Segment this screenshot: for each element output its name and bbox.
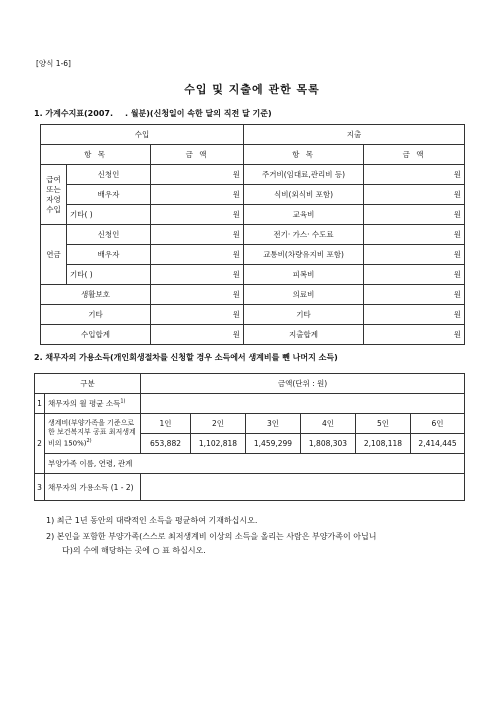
- amount-header: 금액(단위 : 원): [141, 374, 465, 394]
- row-number: 3: [35, 474, 45, 501]
- income-amount[interactable]: 원: [151, 245, 244, 265]
- income-amount[interactable]: 원: [151, 225, 244, 245]
- income-item: 기타( ): [67, 265, 151, 285]
- living-cost-amount: 1,102,818: [191, 434, 246, 454]
- income-amount[interactable]: 원: [151, 185, 244, 205]
- expense-item-header: 항 목: [244, 145, 364, 165]
- expense-amount[interactable]: 원: [364, 245, 465, 265]
- expense-amount[interactable]: 원: [364, 305, 465, 325]
- income-total-amount[interactable]: 원: [151, 325, 244, 345]
- living-cost-amount: 1,459,299: [246, 434, 301, 454]
- row-number: 2: [35, 414, 45, 474]
- expense-amount[interactable]: 원: [364, 225, 465, 245]
- disposable-income-table: [34, 373, 465, 501]
- disposable-income-label: 채무자의 가용소득 (1 - 2): [45, 474, 141, 501]
- section1-heading: 1. 가계수지표(2007. . 월분)(신청일이 속한 달의 직전 달 기준): [34, 109, 272, 118]
- income-item: 신청인: [67, 225, 151, 245]
- income-item-header: 항 목: [41, 145, 151, 165]
- person-count[interactable]: 1인: [141, 414, 191, 434]
- section2-heading: 2. 채무자의 가용소득(개인회생절차를 신청할 경우 소득에서 생계비를 뺀 나머지 소득): [34, 353, 338, 362]
- note-2-continued: 다)의 수에 해당하는 곳에 ○ 표 하십시오.: [62, 546, 206, 555]
- expense-item: 식비(외식비 포함): [244, 185, 364, 205]
- group-pension: 연금: [41, 225, 67, 285]
- living-cost-amount: 653,882: [141, 434, 191, 454]
- living-cost-amount: 2,414,445: [411, 434, 465, 454]
- expense-total-label: 지출합계: [244, 325, 364, 345]
- row-number: 1: [35, 394, 45, 414]
- expense-item: 의료비: [244, 285, 364, 305]
- note-2: 2) 본인을 포함한 부양가족(스스로 최저생계비 이상의 소득을 올리는 사람은 부양가족이 아닙니: [46, 532, 377, 541]
- form-label: [양식 1-6]: [36, 59, 71, 68]
- person-count[interactable]: 4인: [301, 414, 356, 434]
- expense-amount[interactable]: 원: [364, 185, 465, 205]
- income-item: 신청인: [67, 165, 151, 185]
- income-item: 기타: [41, 305, 151, 325]
- living-cost-amount: 2,108,118: [356, 434, 411, 454]
- income-item: 생활보호: [41, 285, 151, 305]
- living-cost-label: 생계비(부양가족을 기준으로 한 보건복지부 공표 최저생계비의 150%)$^{2)}$: [45, 414, 141, 454]
- dependents-field[interactable]: 부양가족 이름, 연령, 관계: [45, 454, 465, 474]
- disposable-income-value[interactable]: [141, 474, 465, 501]
- living-cost-amount: 1,808,303: [301, 434, 356, 454]
- expense-item: 교통비(차량유지비 포함): [244, 245, 364, 265]
- income-amount[interactable]: 원: [151, 305, 244, 325]
- person-count[interactable]: 6인: [411, 414, 465, 434]
- income-item: 기타( ): [67, 205, 151, 225]
- expense-amount-header: 금 액: [364, 145, 465, 165]
- note-1: 1) 최근 1년 동안의 대략적인 소득을 평균하여 기재하십시오.: [46, 516, 258, 525]
- person-count[interactable]: 2인: [191, 414, 246, 434]
- expense-amount[interactable]: 원: [364, 205, 465, 225]
- income-header: 수입: [41, 125, 244, 145]
- household-budget-table: [40, 124, 465, 345]
- income-amount-header: 금 액: [151, 145, 244, 165]
- income-amount[interactable]: 원: [151, 165, 244, 185]
- income-item: 배우자: [67, 185, 151, 205]
- expense-header: 지출: [244, 125, 465, 145]
- income-amount[interactable]: 원: [151, 205, 244, 225]
- expense-amount[interactable]: 원: [364, 165, 465, 185]
- expense-item: 피복비: [244, 265, 364, 285]
- group-salary: 급여 또는 자영 수입: [41, 165, 67, 225]
- monthly-income-value[interactable]: [141, 394, 465, 414]
- expense-amount[interactable]: 원: [364, 265, 465, 285]
- income-amount[interactable]: 원: [151, 265, 244, 285]
- person-count[interactable]: 5인: [356, 414, 411, 434]
- person-count[interactable]: 3인: [246, 414, 301, 434]
- expense-item: 교육비: [244, 205, 364, 225]
- expense-item: 기타: [244, 305, 364, 325]
- income-total-label: 수입합계: [41, 325, 151, 345]
- income-item: 배우자: [67, 245, 151, 265]
- page-title: 수입 및 지출에 관한 목록: [184, 83, 320, 96]
- expense-amount[interactable]: 원: [364, 285, 465, 305]
- income-amount[interactable]: 원: [151, 285, 244, 305]
- monthly-income-label: 채무자의 월 평균 소득$^{1)}$: [45, 394, 141, 414]
- expense-total-amount[interactable]: 원: [364, 325, 465, 345]
- expense-item: 주거비(임대료,관리비 등): [244, 165, 364, 185]
- category-header: 구분: [35, 374, 141, 394]
- expense-item: 전기· 가스· 수도료: [244, 225, 364, 245]
